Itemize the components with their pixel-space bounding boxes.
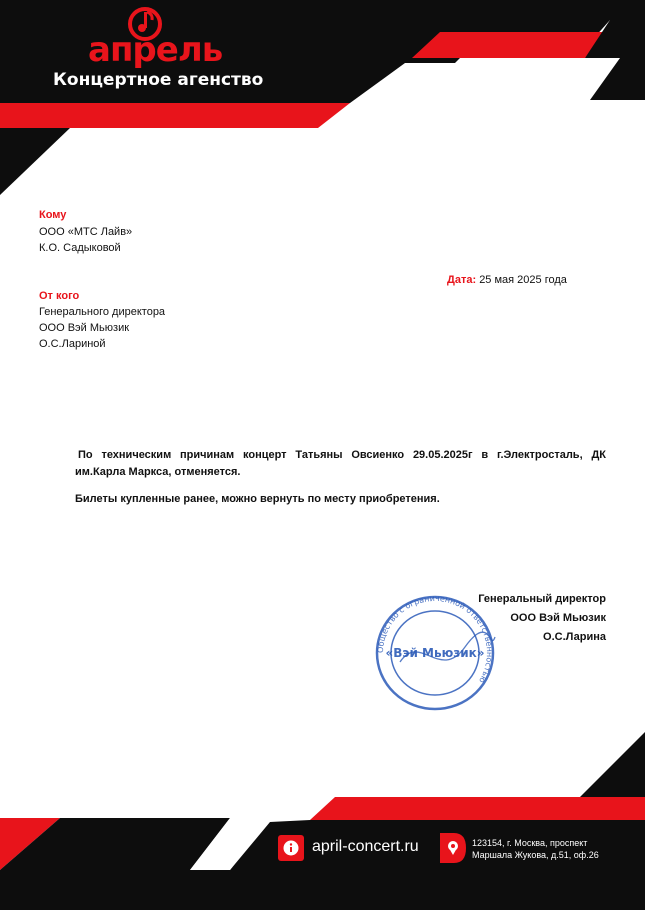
date-row	[447, 272, 567, 288]
stamp-center-text: «Вэй Мьюзик»	[385, 646, 485, 660]
header-red-bar	[0, 103, 350, 128]
left-black-wedge	[0, 128, 70, 195]
signature-block	[400, 590, 606, 647]
location-icon-box	[440, 833, 466, 863]
signature-name: О.С.Ларина	[543, 631, 606, 643]
from-name: О.С.Лариной	[39, 338, 106, 350]
address	[472, 837, 599, 861]
info-icon-box	[278, 835, 304, 861]
address-line-2: Маршала Жукова, д.51, оф.26	[472, 850, 599, 860]
right-black-wedge	[590, 58, 645, 100]
body-paragraph-1	[75, 447, 606, 481]
footer-black-wedge-right	[580, 732, 645, 797]
body-paragraph-1-text: По техническим причинам концерт Татьяны Овсиенко 29.05.2025г в г.Электросталь, ДК им.Карла Маркса, отменяется.	[75, 449, 606, 478]
signature-company: ООО Вэй Мьюзик	[510, 612, 606, 624]
location-pin-icon	[440, 833, 466, 863]
signature-position: Генеральный директор	[478, 593, 606, 605]
header-red-slash	[412, 32, 610, 58]
footer-black-band	[0, 818, 645, 910]
body-paragraph-2: Билеты купленные ранее, можно вернуть по месту приобретения.	[75, 493, 440, 505]
from-company: ООО Вэй Мьюзик	[39, 322, 130, 334]
website-link[interactable]: april-concert.ru	[312, 838, 419, 855]
brand-name: апрель	[88, 30, 223, 70]
date-label: Дата:	[447, 274, 477, 286]
address-line-1: 123154, г. Москва, проспект	[472, 838, 588, 848]
from-position: Генерального директора	[39, 306, 166, 318]
to-recipient-company: ООО «МТС Лайв»	[39, 226, 133, 238]
date-value: 25 мая 2025 года	[479, 274, 567, 286]
brand-tagline: Концертное агенство	[53, 70, 264, 90]
footer-red-bar	[310, 797, 645, 820]
stamp-ring-text: Общество с ограниченной ответственностью	[375, 593, 495, 685]
to-recipient-name: К.О. Садыковой	[39, 242, 121, 254]
to-label: Кому	[39, 209, 67, 221]
info-icon	[278, 835, 304, 861]
from-label: От кого	[39, 290, 80, 302]
